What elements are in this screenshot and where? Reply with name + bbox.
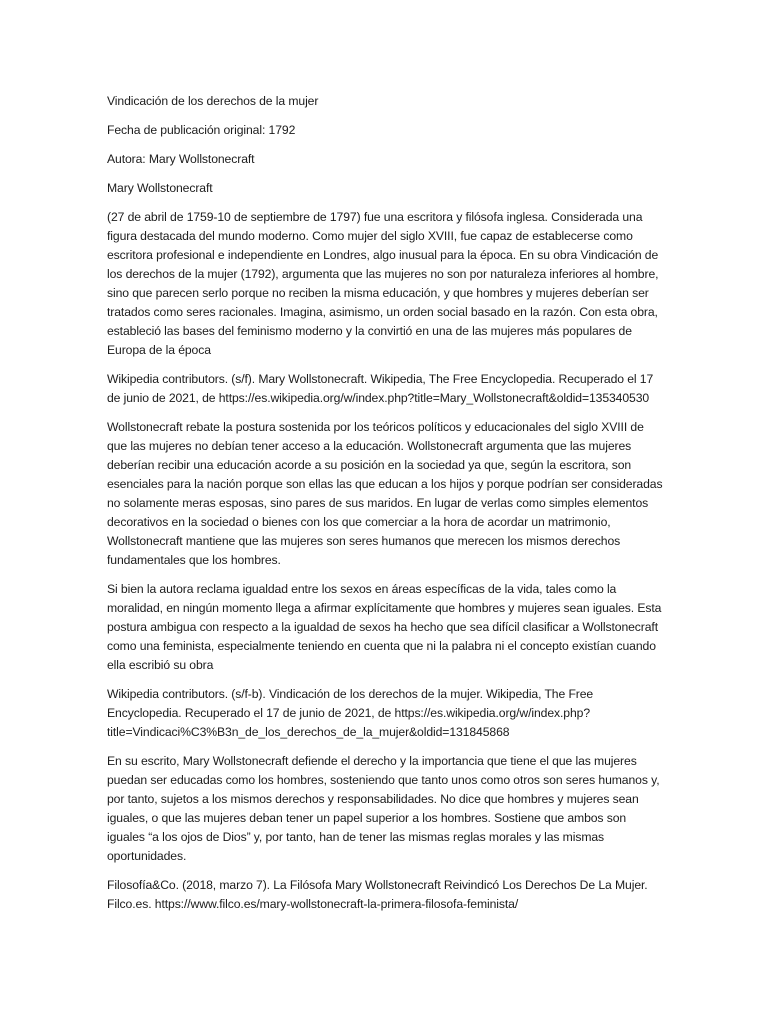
body-paragraph: Wollstonecraft rebate la postura sostenida por los teóricos políticos y educacionales del siglo XVIII de que las mujeres no debían tener acceso a la educación. Wollstonecraft argumenta que las mujeres deberían recibir una educación acorde a su posición en la sociedad ya que, según la escritora, son esenciales para la nación porque son ellas las que educan a los hijos y porque podrían ser consideradas no solamente meras esposas, sino pares de sus maridos. En lugar de verlas como simples elementos decorativos en la sociedad o bienes con los que comerciar a la hora de acordar un matrimonio, Wollstonecraft mantiene que las mujeres son seres humanos que merecen los mismos derechos fundamentales que los hombres. bbox=[107, 420, 663, 567]
body-paragraph: En su escrito, Mary Wollstonecraft defiende el derecho y la importancia que tiene el que las mujeres puedan ser educadas como los hombres, sosteniendo que tanto unos como otros son seres humanos y, por tanto, sujetos a los mismos derechos y responsabilidades. No dice que hombres y mujeres sean iguales, o que las mujeres deban tener un papel superior a los hombres. Sostiene que ambos son iguales “a los ojos de Dios” y, por tanto, han de tener las mismas reglas morales y las mismas oportunidades. bbox=[107, 754, 660, 863]
author-heading: Mary Wollstonecraft bbox=[107, 181, 213, 195]
document-title: Vindicación de los derechos de la mujer bbox=[107, 94, 319, 108]
document-page bbox=[107, 92, 667, 924]
body-paragraph: Si bien la autora reclama igualdad entre los sexos en áreas específicas de la vida, tales como la moralidad, en ningún momento llega a afirmar explícitamente que hombres y mujeres sean iguales. Esta postura ambigua con respecto a la igualdad de sexos ha hecho que sea difícil clasificar a Wollstonecraft como una feminista, especialmente teniendo en cuenta que ni la palabra ni el concepto existían cuando ella escribió su obra bbox=[107, 582, 662, 672]
citation-paragraph: Filosofía&Co. (2018, marzo 7). La Filósofa Mary Wollstonecraft Reivindicó Los Derechos De La Mujer. Filco.es. https://www.filco.es/mary-wollstonecraft-la-primera-filosofa-feminista/ bbox=[107, 878, 648, 911]
citation-paragraph: Wikipedia contributors. (s/f-b). Vindicación de los derechos de la mujer. Wikipedia, The Free Encyclopedia. Recuperado el 17 de junio de 2021, de https://es.wikipedia.org/w/index.php?title=Vindicaci%C3%B3n_de_los_derechos_de_la_mujer&oldid=131845868 bbox=[107, 687, 594, 739]
publication-date: Fecha de publicación original: 1792 bbox=[107, 123, 296, 137]
author-line: Autora: Mary Wollstonecraft bbox=[107, 152, 255, 166]
biography-paragraph: (27 de abril de 1759-10 de septiembre de 1797) fue una escritora y filósofa inglesa. Considerada una figura destacada del mundo moderno. Como mujer del siglo XVIII, fue capaz de establecerse como escritora profesional e independiente en Londres, algo inusual para la época. En su obra Vindicación de los derechos de la mujer (1792), argumenta que las mujeres no son por naturaleza inferiores al hombre, sino que parecen serlo porque no reciben la misma educación, y que hombres y mujeres deberían ser tratados como seres racionales. Imagina, asimismo, un orden social basado en la razón. Con esta obra, estableció las bases del feminismo moderno y la convirtió en una de las mujeres más populares de Europa de la época bbox=[107, 210, 659, 357]
citation-paragraph: Wikipedia contributors. (s/f). Mary Wollstonecraft. Wikipedia, The Free Encyclopedia. Recuperado el 17 de junio de 2021, de https://es.wikipedia.org/w/index.php?title=Mary_Wollstonecraft&oldid=135340530 bbox=[107, 372, 654, 405]
